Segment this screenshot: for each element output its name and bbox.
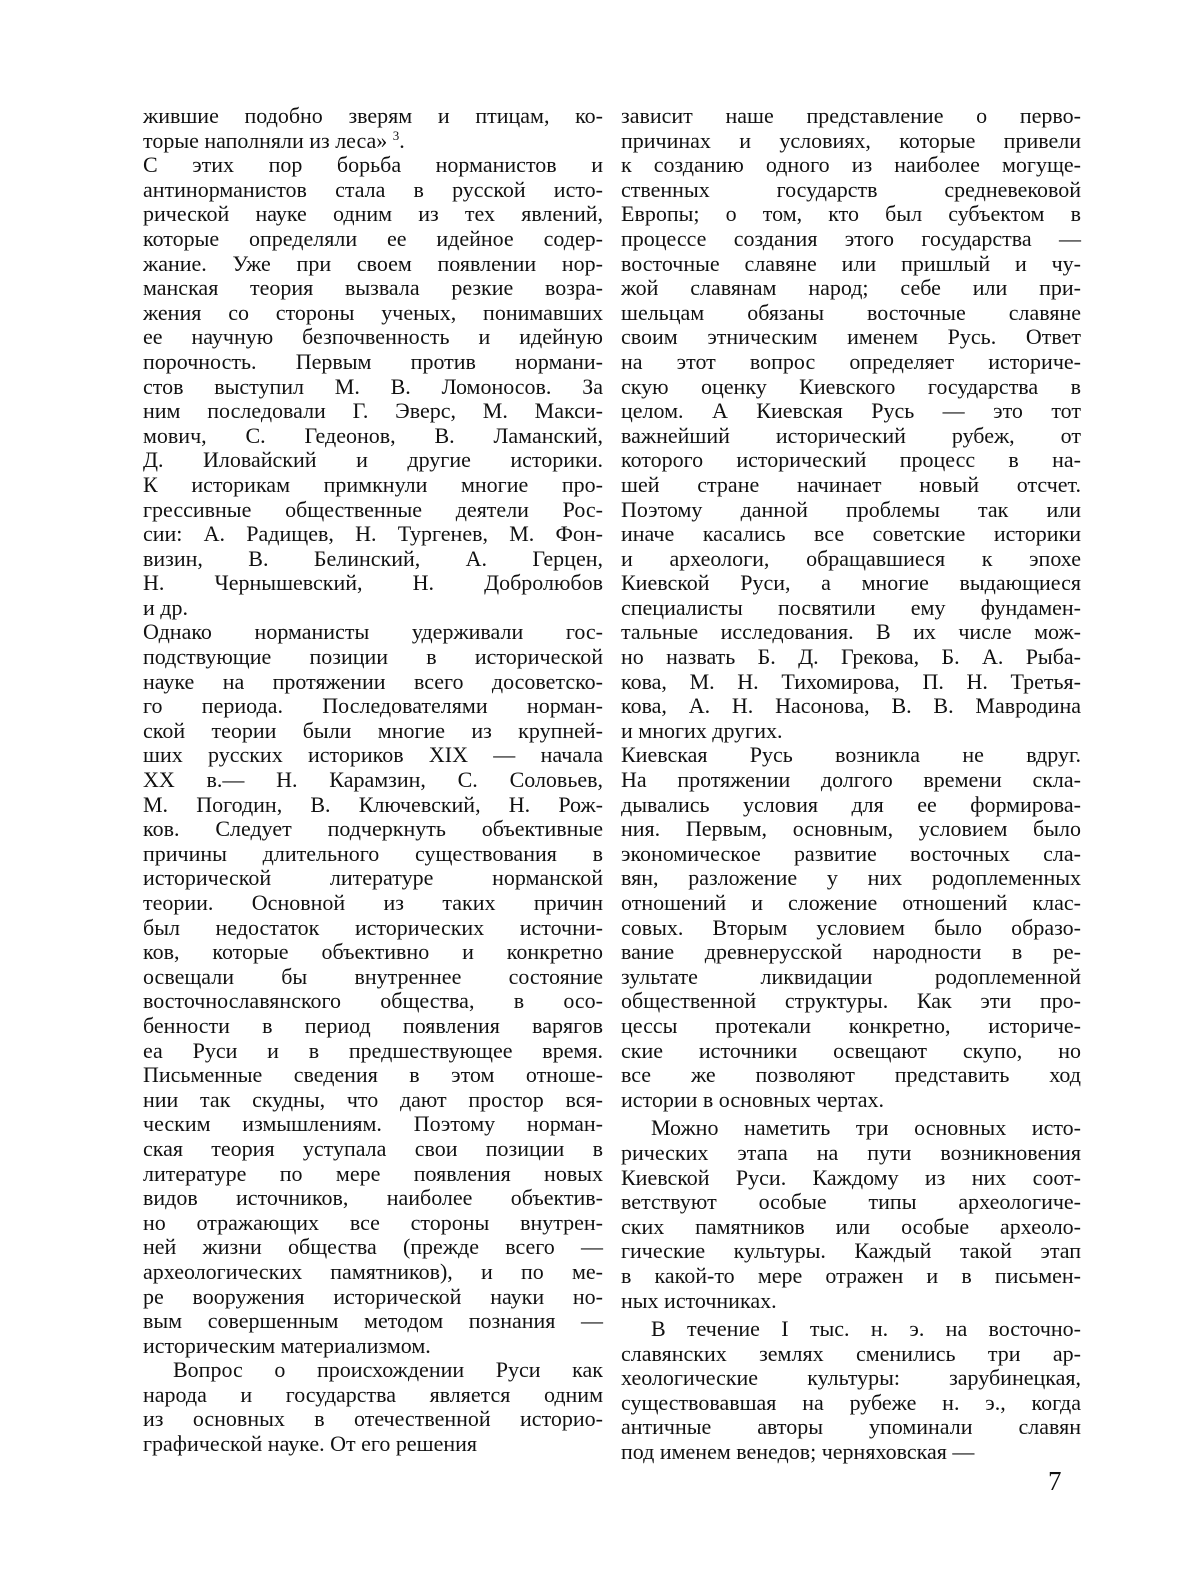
text-line bbox=[143, 1358, 603, 1383]
text-line bbox=[621, 571, 1081, 596]
text-line bbox=[143, 1383, 603, 1408]
text-line bbox=[621, 1190, 1081, 1215]
text-line bbox=[143, 227, 603, 252]
text-line-content: В течение I тыс. н. э. на восточно- bbox=[651, 1316, 1081, 1342]
text-line bbox=[143, 940, 603, 965]
text-line-content: археологических памятников), и по ме- bbox=[143, 1258, 603, 1284]
text-line bbox=[621, 547, 1081, 572]
text-line bbox=[143, 1235, 603, 1260]
text-line-content: К историкам примкнули многие про- bbox=[143, 471, 603, 497]
text-line bbox=[621, 522, 1081, 547]
text-line bbox=[143, 178, 603, 203]
right-text-column bbox=[621, 104, 1081, 1465]
text-line bbox=[143, 1260, 603, 1285]
text-line bbox=[621, 1440, 1081, 1465]
text-line-content: в какой-то мере отражен и в письмен- bbox=[621, 1262, 1081, 1288]
text-line-content: вым совершенным методом познания — bbox=[143, 1308, 603, 1334]
text-line bbox=[143, 153, 603, 178]
text-line bbox=[621, 1116, 1081, 1141]
text-line-content: ных источниках. bbox=[621, 1287, 777, 1313]
text-line bbox=[621, 866, 1081, 891]
text-line-content: еа Руси и в предшествующее время. bbox=[143, 1037, 603, 1063]
text-line-content: важнейший исторический рубеж, от bbox=[621, 422, 1081, 448]
text-line-content: шей стране начинает новый отсчет. bbox=[621, 471, 1081, 497]
text-line bbox=[621, 1141, 1081, 1166]
text-line-content: Д. Иловайский и другие историки. bbox=[143, 447, 603, 473]
text-line-content: и археологи, обращавшиеся к эпохе bbox=[621, 545, 1081, 571]
text-line bbox=[143, 989, 603, 1014]
text-line bbox=[143, 202, 603, 227]
text-line-content: Европы; о том, кто был субъектом в bbox=[621, 201, 1081, 227]
text-line bbox=[143, 842, 603, 867]
text-line-content: скую оценку Киевского государства в bbox=[621, 373, 1081, 399]
text-line bbox=[143, 1039, 603, 1064]
text-line bbox=[621, 227, 1081, 252]
text-line bbox=[143, 252, 603, 277]
text-line-content: жения со стороны ученых, понимавших bbox=[143, 299, 603, 325]
text-line bbox=[621, 1289, 1081, 1314]
text-line bbox=[621, 276, 1081, 301]
text-line-content: визин, В. Белинский, А. Герцен, bbox=[143, 545, 603, 571]
text-line bbox=[143, 596, 603, 621]
text-line bbox=[143, 620, 603, 645]
text-line bbox=[621, 129, 1081, 154]
text-line bbox=[143, 1014, 603, 1039]
text-line bbox=[621, 325, 1081, 350]
page-number: 7 bbox=[1048, 1466, 1062, 1496]
text-line-content: нии так скудны, что дают простор вся- bbox=[143, 1086, 603, 1112]
text-line bbox=[143, 448, 603, 473]
text-line bbox=[143, 1407, 603, 1432]
left-text-column bbox=[143, 104, 603, 1457]
text-line-content: видов источников, наиболее объектив- bbox=[143, 1185, 603, 1211]
text-line-content: бенности в период появления варягов bbox=[143, 1012, 603, 1038]
text-line-content: славянских землях сменились три ар- bbox=[621, 1340, 1081, 1366]
text-line bbox=[143, 104, 603, 129]
text-line bbox=[143, 1063, 603, 1088]
text-line bbox=[621, 399, 1081, 424]
text-line bbox=[621, 965, 1081, 990]
text-line-content: С этих пор борьба норманистов и bbox=[143, 152, 603, 178]
text-line-content: Поэтому данной проблемы так или bbox=[621, 496, 1081, 522]
text-line bbox=[143, 916, 603, 941]
text-line bbox=[143, 866, 603, 891]
text-line bbox=[621, 1239, 1081, 1264]
text-line-content: шельцам обязаны восточные славяне bbox=[621, 299, 1081, 325]
text-line-content: восточные славяне или пришлый и чу- bbox=[621, 250, 1081, 276]
text-line bbox=[143, 793, 603, 818]
text-line-content: иначе касались все советские историки bbox=[621, 521, 1081, 547]
text-line bbox=[621, 817, 1081, 842]
text-line bbox=[143, 424, 603, 449]
text-line-content: освещали бы внутреннее состояние bbox=[143, 963, 603, 989]
text-line-content: ней жизни общества (прежде всего — bbox=[143, 1234, 603, 1260]
text-line-content: и многих других. bbox=[621, 717, 783, 743]
text-line-content: ческим измышлениям. Поэтому норман- bbox=[143, 1111, 603, 1137]
text-line-content: дывались условия для ее формирова- bbox=[621, 791, 1081, 817]
text-line bbox=[621, 842, 1081, 867]
text-line bbox=[621, 473, 1081, 498]
text-line bbox=[143, 498, 603, 523]
text-line bbox=[143, 719, 603, 744]
text-line bbox=[143, 1211, 603, 1236]
text-line bbox=[143, 645, 603, 670]
text-line-content: стов выступил М. В. Ломоносов. За bbox=[143, 373, 603, 399]
text-line-content: науке на протяжении всего досоветско- bbox=[143, 668, 603, 694]
text-line-content: причины длительного существования в bbox=[143, 840, 603, 866]
text-line-content: кова, А. Н. Насонова, В. В. Мавродина bbox=[621, 693, 1081, 719]
text-line bbox=[143, 276, 603, 301]
text-line bbox=[143, 743, 603, 768]
text-line bbox=[621, 178, 1081, 203]
text-line bbox=[143, 1309, 603, 1334]
text-line-content: исторической литературе норманской bbox=[143, 865, 603, 891]
text-line-content: тальные исследования. В их числе мож- bbox=[621, 619, 1081, 645]
text-line-content: которые определяли ее идейное содер- bbox=[143, 225, 603, 251]
text-line bbox=[143, 399, 603, 424]
text-line bbox=[621, 498, 1081, 523]
text-line bbox=[143, 1162, 603, 1187]
text-line-content: рических этапа на пути возникновения bbox=[621, 1139, 1081, 1165]
text-line-content: ские источники освещают скупо, но bbox=[621, 1037, 1081, 1063]
text-line bbox=[621, 375, 1081, 400]
text-line bbox=[621, 1088, 1081, 1113]
text-line bbox=[621, 1215, 1081, 1240]
text-line bbox=[621, 670, 1081, 695]
text-line bbox=[621, 916, 1081, 941]
text-line bbox=[143, 571, 603, 596]
text-line bbox=[143, 1088, 603, 1113]
text-line-content: ских памятников или особые археоло- bbox=[621, 1213, 1081, 1239]
text-line-content: рической науке одним из тех явлений, bbox=[143, 201, 603, 227]
text-line-content: грессивные общественные деятели Рос- bbox=[143, 496, 603, 522]
text-line-content: Однако норманисты удерживали гос- bbox=[143, 619, 603, 645]
text-line-content: ственных государств средневековой bbox=[621, 176, 1081, 202]
text-line bbox=[621, 793, 1081, 818]
text-line bbox=[621, 1014, 1081, 1039]
text-line bbox=[621, 596, 1081, 621]
text-line bbox=[621, 891, 1081, 916]
text-line bbox=[143, 1137, 603, 1162]
text-line bbox=[621, 1391, 1081, 1416]
text-line bbox=[621, 252, 1081, 277]
text-line bbox=[621, 1166, 1081, 1191]
text-line-content: историческим материализмом. bbox=[143, 1332, 431, 1358]
text-line-content: цессы протекали конкретно, историче- bbox=[621, 1012, 1081, 1038]
text-line-content: но назвать Б. Д. Грекова, Б. А. Рыба- bbox=[621, 644, 1081, 670]
text-line bbox=[143, 350, 603, 375]
text-line bbox=[621, 989, 1081, 1014]
text-line-content: сии: А. Радищев, Н. Тургенев, М. Фон- bbox=[143, 521, 603, 547]
text-line-content: На протяжении долгого времени скла- bbox=[621, 767, 1081, 793]
text-line bbox=[621, 448, 1081, 473]
text-line bbox=[621, 620, 1081, 645]
text-line-content: гические культуры. Каждый такой этап bbox=[621, 1238, 1081, 1264]
text-line bbox=[621, 694, 1081, 719]
text-line-content: манская теория вызвала резкие возра- bbox=[143, 275, 603, 301]
text-line bbox=[143, 325, 603, 350]
text-line-content: ним последовали Г. Эверс, М. Макси- bbox=[143, 398, 603, 424]
text-line-content: вание древнерусской народности в ре- bbox=[621, 939, 1081, 965]
text-line bbox=[143, 817, 603, 842]
text-line-content: ветствуют особые типы археологиче- bbox=[621, 1189, 1081, 1215]
text-line-content: подствующие позиции в исторической bbox=[143, 644, 603, 670]
text-line bbox=[143, 522, 603, 547]
text-line-content: антинорманистов стала в русской исто- bbox=[143, 176, 603, 202]
text-line-content: зультате ликвидации родоплеменной bbox=[621, 963, 1081, 989]
text-line-content: существовавшая на рубеже н. э., когда bbox=[621, 1389, 1081, 1415]
text-line-content: XX в.— Н. Карамзин, С. Соловьев, bbox=[143, 767, 603, 793]
text-line bbox=[143, 1186, 603, 1211]
text-line bbox=[621, 743, 1081, 768]
text-line bbox=[621, 1415, 1081, 1440]
text-line-content: торые наполняли из леса» bbox=[143, 127, 393, 153]
text-line-content: народа и государства является одним bbox=[143, 1381, 603, 1407]
text-line-content: ших русских историков XIX — начала bbox=[143, 742, 603, 768]
text-line-content: из основных в отечественной историо- bbox=[143, 1406, 603, 1432]
text-line-content: которого исторический процесс в на- bbox=[621, 447, 1081, 473]
text-line bbox=[621, 719, 1081, 744]
text-line bbox=[621, 1342, 1081, 1367]
text-line bbox=[621, 350, 1081, 375]
text-line-content: ков, которые объективно и конкретно bbox=[143, 939, 603, 965]
text-line bbox=[143, 547, 603, 572]
text-line-content: Киевская Русь возникла не вдруг. bbox=[621, 742, 1081, 768]
text-line bbox=[621, 153, 1081, 178]
text-line-content: но отражающих все стороны внутрен- bbox=[143, 1209, 603, 1235]
text-line-content: все же позволяют представить ход bbox=[621, 1062, 1081, 1088]
text-line-content: теории. Основной из таких причин bbox=[143, 890, 603, 915]
text-line-content: жой славянам народ; себе или при- bbox=[621, 275, 1081, 301]
text-line-content: мович, С. Гедеонов, В. Ламанский, bbox=[143, 422, 603, 448]
text-line-content: зависит наше представление о перво- bbox=[621, 103, 1081, 128]
text-line-content: Киевской Руси. Каждому из них соот- bbox=[621, 1164, 1081, 1190]
text-line-content: целом. А Киевская Русь — это тот bbox=[621, 398, 1081, 424]
text-line bbox=[621, 1317, 1081, 1342]
text-line-content: античные авторы упоминали славян bbox=[621, 1414, 1081, 1440]
text-line bbox=[621, 424, 1081, 449]
text-line bbox=[143, 1112, 603, 1137]
text-line bbox=[143, 1285, 603, 1310]
text-line-content: причинах и условиях, которые привели bbox=[621, 127, 1081, 153]
text-line-content: совых. Вторым условием было образо- bbox=[621, 914, 1081, 940]
text-line-content: Вопрос о происхождении Руси как bbox=[173, 1357, 603, 1383]
text-line-content: ре вооружения исторической науки но- bbox=[143, 1283, 603, 1309]
text-line-content: го периода. Последователями норман- bbox=[143, 693, 603, 719]
text-line-content: Киевской Руси, а многие выдающиеся bbox=[621, 570, 1081, 596]
text-line-content: графической науке. От его решения bbox=[143, 1431, 478, 1457]
text-line bbox=[143, 1432, 603, 1457]
text-line-content: ков. Следует подчеркнуть объективные bbox=[143, 816, 603, 842]
text-line-content: своим этническим именем Русь. Ответ bbox=[621, 324, 1081, 350]
text-line-content: ее научную безпочвенность и идейную bbox=[143, 324, 603, 350]
text-line bbox=[143, 891, 603, 916]
text-line bbox=[143, 670, 603, 695]
text-line-content: М. Погодин, В. Ключевский, Н. Рож- bbox=[143, 791, 603, 817]
text-line bbox=[621, 1039, 1081, 1064]
text-line-content: ской теории были многие из крупней- bbox=[143, 717, 603, 743]
text-line-content: порочность. Первым против нормани- bbox=[143, 348, 603, 374]
text-line-content: и др. bbox=[143, 594, 188, 620]
footnote-marker: 3 bbox=[392, 127, 400, 143]
text-line-content: Н. Чернышевский, Н. Добролюбов bbox=[143, 570, 603, 596]
text-line bbox=[143, 965, 603, 990]
text-line-content: литературе по мере появления новых bbox=[143, 1160, 603, 1186]
text-line-content: хеологические культуры: зарубинецкая, bbox=[621, 1365, 1081, 1391]
text-line-content: специалисты посвятили ему фундамен- bbox=[621, 594, 1081, 620]
text-line bbox=[143, 694, 603, 719]
text-line-content: восточнославянского общества, в осо- bbox=[143, 988, 603, 1014]
text-line bbox=[143, 1334, 603, 1359]
text-line bbox=[621, 301, 1081, 326]
text-line-content: под именем венедов; черняховская — bbox=[621, 1439, 975, 1465]
text-line bbox=[143, 301, 603, 326]
text-line-content: общественной структуры. Как эти про- bbox=[621, 988, 1081, 1014]
text-line-content: Письменные сведения в этом отноше- bbox=[143, 1062, 603, 1088]
text-line-content: экономическое развитие восточных сла- bbox=[621, 840, 1081, 866]
text-line-punctuation: . bbox=[399, 127, 405, 153]
text-line-content: отношений и сложение отношений клас- bbox=[621, 890, 1081, 915]
text-line-content: истории в основных чертах. bbox=[621, 1086, 885, 1112]
text-line-content: процессе создания этого государства — bbox=[621, 225, 1081, 251]
text-line bbox=[143, 768, 603, 793]
text-line-content: вян, разложение у них родоплеменных bbox=[621, 865, 1081, 891]
text-line bbox=[621, 1366, 1081, 1391]
text-line bbox=[621, 104, 1081, 129]
text-line bbox=[621, 768, 1081, 793]
text-line bbox=[621, 1264, 1081, 1289]
text-line-content: Можно наметить три основных исто- bbox=[651, 1115, 1081, 1141]
text-line-content: ния. Первым, основным, условием было bbox=[621, 816, 1081, 842]
text-line-content: к созданию одного из наиболее могуще- bbox=[621, 152, 1081, 178]
text-line bbox=[143, 375, 603, 400]
text-line bbox=[143, 129, 603, 154]
text-line-content: кова, М. Н. Тихомирова, П. Н. Третья- bbox=[621, 668, 1081, 694]
text-line bbox=[621, 940, 1081, 965]
text-line-content: на этот вопрос определяет историче- bbox=[621, 348, 1081, 374]
text-line bbox=[621, 645, 1081, 670]
text-line-content: жившие подобно зверям и птицам, ко- bbox=[143, 103, 603, 128]
text-line-content: жание. Уже при своем появлении нор- bbox=[143, 250, 603, 276]
text-line bbox=[143, 473, 603, 498]
text-line-content: ская теория уступала свои позиции в bbox=[143, 1135, 603, 1161]
text-line-content: был недостаток исторических источни- bbox=[143, 914, 603, 940]
text-line bbox=[621, 202, 1081, 227]
text-line bbox=[621, 1063, 1081, 1088]
